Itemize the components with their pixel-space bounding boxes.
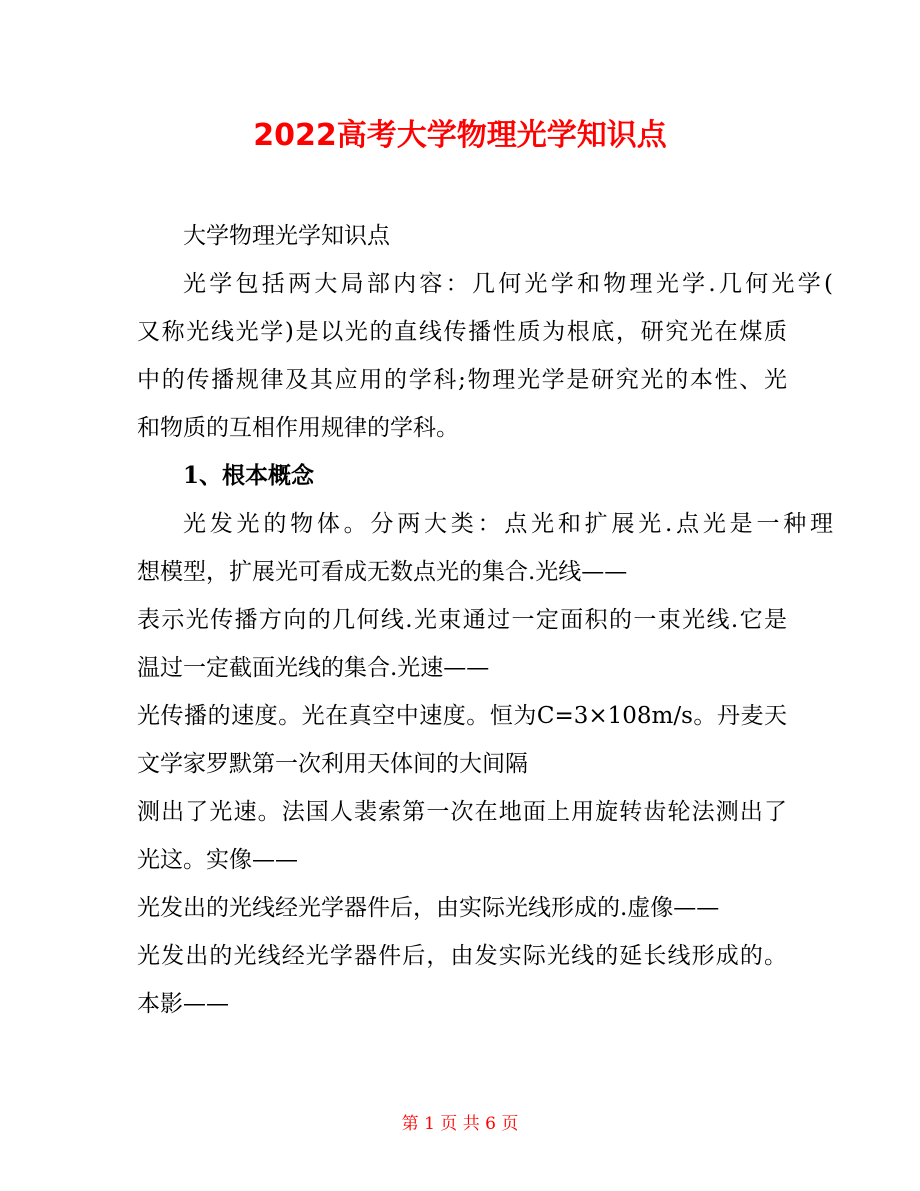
text-line: 表示光传播方向的几何线.光束通过一定面积的一束光线.它是 [137, 607, 787, 633]
text-line: 和物质的互相作用规律的学科。 [137, 415, 459, 441]
text-line: 光传播的速度。光在真空中速度。恒为C=3×108m/s。丹麦天 [137, 703, 787, 729]
text-line: 光学包括两大局部内容：几何光学和物理光学.几何光学( [183, 271, 833, 297]
document-body [137, 212, 833, 1028]
section-heading: 1、根本概念 [183, 462, 315, 489]
text-line: 光发出的光线经光学器件后，由发实际光线的延长线形成的。 [137, 943, 787, 969]
text-line: 光发光的物体。分两大类：点光和扩展光.点光是一种理 [183, 511, 833, 537]
text-line: 中的传播规律及其应用的学科;物理光学是研究光的本性、光 [137, 367, 787, 393]
page-footer: 第 1 页 共 6 页 [401, 1114, 519, 1134]
text-line: 本影—— [137, 991, 229, 1017]
document-title: 2022高考大学物理光学知识点 [253, 118, 667, 153]
text-line: 文学家罗默第一次利用天体间的大间隔 [137, 751, 528, 777]
text-line: 测出了光速。法国人裴索第一次在地面上用旋转齿轮法测出了 [137, 799, 787, 825]
text-line: 光这。实像—— [137, 847, 298, 873]
paragraph-subtitle: 大学物理光学知识点 [183, 223, 390, 249]
text-line: 想模型，扩展光可看成无数点光的集合.光线—— [137, 559, 628, 585]
text-line: 温过一定截面光线的集合.光速—— [137, 655, 490, 681]
text-line: 光发出的光线经光学器件后，由实际光线形成的.虚像—— [137, 895, 720, 921]
text-line: 又称光线光学)是以光的直线传播性质为根底，研究光在煤质 [137, 319, 787, 345]
